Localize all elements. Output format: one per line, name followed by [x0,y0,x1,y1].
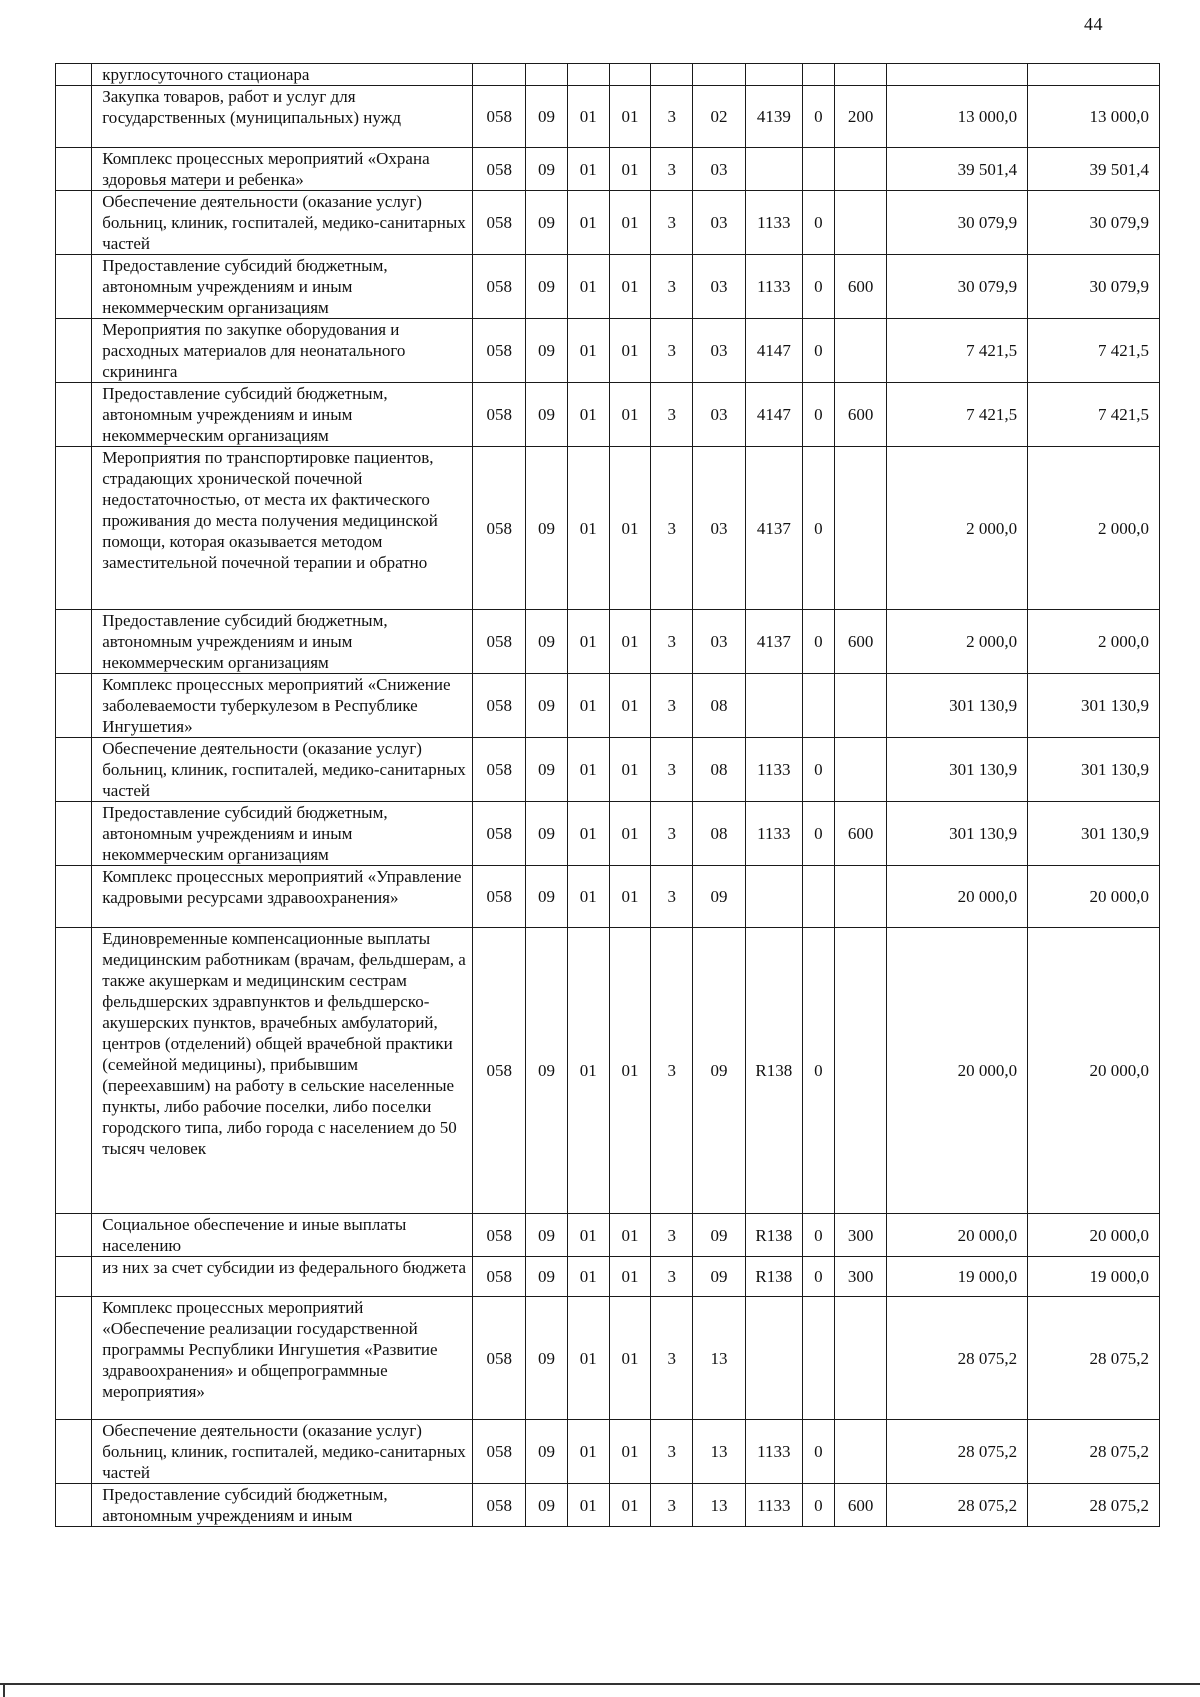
grbs-code-cell: 058 [473,802,526,866]
amount-year-1-cell: 30 079,9 [887,255,1028,319]
row-number-cell [56,1257,92,1297]
program-code-cell: 01 [609,319,651,383]
row-number-cell [56,383,92,447]
expense-name-cell: Комплекс процессных мероприятий «Обеспечение реализации государственной программы Республики Ингушетия «Развитие здравоохранения» и общепрограммные мероприятия» [92,1297,473,1420]
amount-year-2-cell: 28 075,2 [1028,1420,1160,1484]
program-type-code-cell [651,64,693,86]
program-code-cell: 01 [609,383,651,447]
program-code-cell: 01 [609,191,651,255]
table-row [56,802,1160,866]
section-code-cell: 09 [526,802,568,866]
expense-type-code-cell [834,447,887,610]
expense-type-code-cell: 200 [834,86,887,148]
section-code-cell: 09 [526,86,568,148]
amount-year-2-cell: 20 000,0 [1028,866,1160,928]
section-code-cell: 09 [526,191,568,255]
structure-code-cell: 09 [693,1214,746,1257]
amount-year-1-cell: 2 000,0 [887,610,1028,674]
section-code-cell: 09 [526,1214,568,1257]
expense-type-code-cell [834,319,887,383]
grbs-code-cell: 058 [473,1420,526,1484]
structure-code-cell [693,64,746,86]
row-number-cell [56,86,92,148]
direction-sub-code-cell: 0 [802,319,834,383]
expense-name-cell: Комплекс процессных мероприятий «Охрана здоровья матери и ребенка» [92,148,473,191]
program-type-code-cell: 3 [651,255,693,319]
program-type-code-cell: 3 [651,674,693,738]
grbs-code-cell: 058 [473,319,526,383]
row-number-cell [56,255,92,319]
expense-type-code-cell [834,1297,887,1420]
structure-code-cell: 02 [693,86,746,148]
subsection-code-cell: 01 [567,1257,609,1297]
direction-sub-code-cell: 0 [802,383,834,447]
amount-year-2-cell: 28 075,2 [1028,1484,1160,1527]
table-row [56,928,1160,1214]
direction-sub-code-cell [802,674,834,738]
direction-sub-code-cell: 0 [802,802,834,866]
table-row [56,1257,1160,1297]
table-row [56,191,1160,255]
program-type-code-cell: 3 [651,319,693,383]
direction-code-cell: 1133 [745,802,802,866]
section-code-cell: 09 [526,1257,568,1297]
row-number-cell [56,1484,92,1527]
program-type-code-cell: 3 [651,610,693,674]
subsection-code-cell: 01 [567,610,609,674]
amount-year-1-cell: 28 075,2 [887,1420,1028,1484]
section-code-cell: 09 [526,1484,568,1527]
program-type-code-cell: 3 [651,1297,693,1420]
direction-sub-code-cell: 0 [802,1214,834,1257]
expense-type-code-cell [834,1420,887,1484]
amount-year-2-cell: 20 000,0 [1028,928,1160,1214]
direction-sub-code-cell: 0 [802,928,834,1214]
budget-table [55,63,1160,1527]
row-number-cell [56,64,92,86]
section-code-cell: 09 [526,674,568,738]
subsection-code-cell: 01 [567,738,609,802]
subsection-code-cell: 01 [567,1214,609,1257]
expense-type-code-cell [834,866,887,928]
program-type-code-cell: 3 [651,148,693,191]
subsection-code-cell [567,64,609,86]
structure-code-cell: 13 [693,1484,746,1527]
program-code-cell: 01 [609,928,651,1214]
row-number-cell [56,148,92,191]
direction-code-cell [745,148,802,191]
table-row [56,148,1160,191]
expense-name-cell: Единовременные компенсационные выплаты медицинским работникам (врачам, фельдшерам, а также акушеркам и медицинским сестрам фельдшерских здравпунктов и фельдшерско-акушерских пунктов, врачебных амбулаторий, центров (отделений) общей врачебной практики (семейной медицины), прибывшим (переехавшим) на работу в сельские населенные пункты, либо рабочие поселки, либо поселки городского типа, либо города с населением до 50 тысяч человек [92,928,473,1214]
direction-code-cell: 4147 [745,319,802,383]
expense-name-cell: Обеспечение деятельности (оказание услуг) больниц, клиник, госпиталей, медико-санитарных частей [92,1420,473,1484]
amount-year-1-cell: 13 000,0 [887,86,1028,148]
table-row [56,64,1160,86]
expense-type-code-cell [834,148,887,191]
expense-name-cell: Закупка товаров, работ и услуг для государственных (муниципальных) нужд [92,86,473,148]
expense-name-cell: Предоставление субсидий бюджетным, автономным учреждениям и иным некоммерческим организациям [92,255,473,319]
row-number-cell [56,1297,92,1420]
row-number-cell [56,1214,92,1257]
grbs-code-cell: 058 [473,148,526,191]
program-code-cell: 01 [609,255,651,319]
amount-year-1-cell [887,64,1028,86]
subsection-code-cell: 01 [567,802,609,866]
program-type-code-cell: 3 [651,447,693,610]
amount-year-1-cell: 20 000,0 [887,1214,1028,1257]
row-number-cell [56,802,92,866]
structure-code-cell: 09 [693,1257,746,1297]
row-number-cell [56,610,92,674]
grbs-code-cell: 058 [473,738,526,802]
structure-code-cell: 08 [693,738,746,802]
program-code-cell: 01 [609,148,651,191]
program-code-cell: 01 [609,1257,651,1297]
direction-sub-code-cell [802,64,834,86]
direction-code-cell [745,1297,802,1420]
direction-code-cell: 1133 [745,1420,802,1484]
structure-code-cell: 03 [693,191,746,255]
program-type-code-cell: 3 [651,866,693,928]
grbs-code-cell: 058 [473,674,526,738]
direction-sub-code-cell: 0 [802,447,834,610]
structure-code-cell: 03 [693,319,746,383]
row-number-cell [56,738,92,802]
amount-year-1-cell: 19 000,0 [887,1257,1028,1297]
row-number-cell [56,674,92,738]
expense-type-code-cell [834,64,887,86]
program-code-cell: 01 [609,866,651,928]
table-row [56,674,1160,738]
amount-year-2-cell: 7 421,5 [1028,383,1160,447]
amount-year-1-cell: 7 421,5 [887,383,1028,447]
direction-sub-code-cell: 0 [802,610,834,674]
subsection-code-cell: 01 [567,255,609,319]
direction-code-cell: 4137 [745,610,802,674]
bottom-border-line [0,1683,1200,1685]
amount-year-1-cell: 2 000,0 [887,447,1028,610]
direction-code-cell: 1133 [745,255,802,319]
amount-year-1-cell: 301 130,9 [887,674,1028,738]
direction-code-cell: R138 [745,1257,802,1297]
amount-year-2-cell: 30 079,9 [1028,191,1160,255]
expense-name-cell: Социальное обеспечение и иные выплаты населению [92,1214,473,1257]
section-code-cell: 09 [526,319,568,383]
expense-name-cell: Предоставление субсидий бюджетным, автономным учреждениям и иным [92,1484,473,1527]
row-number-cell [56,191,92,255]
amount-year-2-cell: 301 130,9 [1028,674,1160,738]
section-code-cell: 09 [526,148,568,191]
expense-type-code-cell [834,928,887,1214]
amount-year-1-cell: 7 421,5 [887,319,1028,383]
grbs-code-cell [473,64,526,86]
amount-year-2-cell: 39 501,4 [1028,148,1160,191]
direction-code-cell: R138 [745,1214,802,1257]
amount-year-1-cell: 301 130,9 [887,802,1028,866]
direction-code-cell [745,674,802,738]
structure-code-cell: 03 [693,148,746,191]
amount-year-1-cell: 20 000,0 [887,866,1028,928]
structure-code-cell: 13 [693,1420,746,1484]
expense-type-code-cell [834,738,887,802]
section-code-cell: 09 [526,928,568,1214]
expense-type-code-cell: 300 [834,1214,887,1257]
expense-name-cell: Мероприятия по транспортировке пациентов, страдающих хронической почечной недостаточностью, от места их фактического проживания до места получения медицинской помощи, которая оказывается методом заместительной почечной терапии и обратно [92,447,473,610]
grbs-code-cell: 058 [473,1214,526,1257]
direction-code-cell [745,866,802,928]
amount-year-1-cell: 28 075,2 [887,1484,1028,1527]
table-row [56,866,1160,928]
subsection-code-cell: 01 [567,86,609,148]
direction-sub-code-cell: 0 [802,1420,834,1484]
expense-name-cell: из них за счет субсидии из федерального бюджета [92,1257,473,1297]
direction-code-cell: 4147 [745,383,802,447]
grbs-code-cell: 058 [473,383,526,447]
grbs-code-cell: 058 [473,255,526,319]
direction-sub-code-cell [802,866,834,928]
subsection-code-cell: 01 [567,148,609,191]
program-code-cell: 01 [609,1484,651,1527]
subsection-code-cell: 01 [567,191,609,255]
grbs-code-cell: 058 [473,1257,526,1297]
row-number-cell [56,866,92,928]
direction-code-cell: 1133 [745,1484,802,1527]
table-row [56,1297,1160,1420]
table-row [56,319,1160,383]
amount-year-1-cell: 30 079,9 [887,191,1028,255]
table-row [56,86,1160,148]
table-row [56,255,1160,319]
program-code-cell [609,64,651,86]
direction-sub-code-cell: 0 [802,1257,834,1297]
budget-table-body [56,64,1160,1527]
amount-year-1-cell: 39 501,4 [887,148,1028,191]
program-type-code-cell: 3 [651,928,693,1214]
expense-type-code-cell [834,191,887,255]
amount-year-1-cell: 28 075,2 [887,1297,1028,1420]
structure-code-cell: 09 [693,866,746,928]
structure-code-cell: 08 [693,802,746,866]
subsection-code-cell: 01 [567,1484,609,1527]
section-code-cell: 09 [526,610,568,674]
table-row [56,1484,1160,1527]
direction-sub-code-cell [802,148,834,191]
subsection-code-cell: 01 [567,1297,609,1420]
section-code-cell: 09 [526,738,568,802]
section-code-cell: 09 [526,1420,568,1484]
grbs-code-cell: 058 [473,610,526,674]
table-row [56,1420,1160,1484]
expense-name-cell: Предоставление субсидий бюджетным, автономным учреждениям и иным некоммерческим организациям [92,802,473,866]
table-row [56,1214,1160,1257]
section-code-cell: 09 [526,255,568,319]
program-type-code-cell: 3 [651,802,693,866]
program-type-code-cell: 3 [651,1257,693,1297]
amount-year-2-cell: 301 130,9 [1028,738,1160,802]
direction-sub-code-cell: 0 [802,191,834,255]
structure-code-cell: 13 [693,1297,746,1420]
direction-sub-code-cell: 0 [802,1484,834,1527]
subsection-code-cell: 01 [567,866,609,928]
section-code-cell [526,64,568,86]
section-code-cell: 09 [526,447,568,610]
program-code-cell: 01 [609,86,651,148]
direction-code-cell: 4139 [745,86,802,148]
program-code-cell: 01 [609,802,651,866]
row-number-cell [56,1420,92,1484]
amount-year-2-cell: 2 000,0 [1028,447,1160,610]
row-number-cell [56,928,92,1214]
section-code-cell: 09 [526,1297,568,1420]
direction-sub-code-cell: 0 [802,255,834,319]
expense-name-cell: Предоставление субсидий бюджетным, автономным учреждениям и иным некоммерческим организациям [92,610,473,674]
program-type-code-cell: 3 [651,191,693,255]
direction-sub-code-cell: 0 [802,86,834,148]
program-code-cell: 01 [609,1420,651,1484]
amount-year-2-cell [1028,64,1160,86]
amount-year-2-cell: 19 000,0 [1028,1257,1160,1297]
subsection-code-cell: 01 [567,1420,609,1484]
table-row [56,610,1160,674]
expense-type-code-cell: 600 [834,383,887,447]
structure-code-cell: 09 [693,928,746,1214]
program-code-cell: 01 [609,447,651,610]
table-row [56,738,1160,802]
expense-name-cell: Комплекс процессных мероприятий «Управление кадровыми ресурсами здравоохранения» [92,866,473,928]
row-number-cell [56,447,92,610]
direction-code-cell [745,64,802,86]
structure-code-cell: 08 [693,674,746,738]
structure-code-cell: 03 [693,383,746,447]
amount-year-2-cell: 7 421,5 [1028,319,1160,383]
direction-code-cell: 4137 [745,447,802,610]
structure-code-cell: 03 [693,447,746,610]
program-code-cell: 01 [609,674,651,738]
expense-type-code-cell: 600 [834,1484,887,1527]
grbs-code-cell: 058 [473,928,526,1214]
grbs-code-cell: 058 [473,447,526,610]
expense-type-code-cell: 600 [834,255,887,319]
amount-year-2-cell: 30 079,9 [1028,255,1160,319]
amount-year-2-cell: 28 075,2 [1028,1297,1160,1420]
program-type-code-cell: 3 [651,1484,693,1527]
amount-year-2-cell: 301 130,9 [1028,802,1160,866]
structure-code-cell: 03 [693,610,746,674]
program-code-cell: 01 [609,738,651,802]
expense-name-cell: Обеспечение деятельности (оказание услуг) больниц, клиник, госпиталей, медико-санитарных частей [92,191,473,255]
expense-name-cell: Предоставление субсидий бюджетным, автономным учреждениям и иным некоммерческим организациям [92,383,473,447]
program-type-code-cell: 3 [651,738,693,802]
direction-code-cell: R138 [745,928,802,1214]
expense-name-cell: Комплекс процессных мероприятий «Снижение заболеваемости туберкулезом в Республике Ингушетия» [92,674,473,738]
direction-code-cell: 1133 [745,191,802,255]
direction-code-cell: 1133 [745,738,802,802]
program-type-code-cell: 3 [651,383,693,447]
program-code-cell: 01 [609,610,651,674]
grbs-code-cell: 058 [473,866,526,928]
row-number-cell [56,319,92,383]
direction-sub-code-cell: 0 [802,738,834,802]
bottom-corner-mark [3,1683,5,1697]
program-type-code-cell: 3 [651,1420,693,1484]
expense-type-code-cell: 600 [834,802,887,866]
direction-sub-code-cell [802,1297,834,1420]
program-code-cell: 01 [609,1214,651,1257]
subsection-code-cell: 01 [567,928,609,1214]
grbs-code-cell: 058 [473,1297,526,1420]
structure-code-cell: 03 [693,255,746,319]
grbs-code-cell: 058 [473,1484,526,1527]
page-number: 44 [1084,14,1103,34]
program-type-code-cell: 3 [651,1214,693,1257]
table-row [56,383,1160,447]
grbs-code-cell: 058 [473,191,526,255]
subsection-code-cell: 01 [567,383,609,447]
grbs-code-cell: 058 [473,86,526,148]
expense-type-code-cell: 300 [834,1257,887,1297]
subsection-code-cell: 01 [567,674,609,738]
amount-year-2-cell: 13 000,0 [1028,86,1160,148]
amount-year-2-cell: 2 000,0 [1028,610,1160,674]
subsection-code-cell: 01 [567,447,609,610]
expense-name-cell: Обеспечение деятельности (оказание услуг) больниц, клиник, госпиталей, медико-санитарных частей [92,738,473,802]
amount-year-1-cell: 301 130,9 [887,738,1028,802]
expense-name-cell: круглосуточного стационара [92,64,473,86]
expense-name-cell: Мероприятия по закупке оборудования и расходных материалов для неонатального скрининга [92,319,473,383]
section-code-cell: 09 [526,383,568,447]
program-type-code-cell: 3 [651,86,693,148]
amount-year-1-cell: 20 000,0 [887,928,1028,1214]
table-row [56,447,1160,610]
section-code-cell: 09 [526,866,568,928]
expense-type-code-cell [834,674,887,738]
amount-year-2-cell: 20 000,0 [1028,1214,1160,1257]
expense-type-code-cell: 600 [834,610,887,674]
subsection-code-cell: 01 [567,319,609,383]
program-code-cell: 01 [609,1297,651,1420]
